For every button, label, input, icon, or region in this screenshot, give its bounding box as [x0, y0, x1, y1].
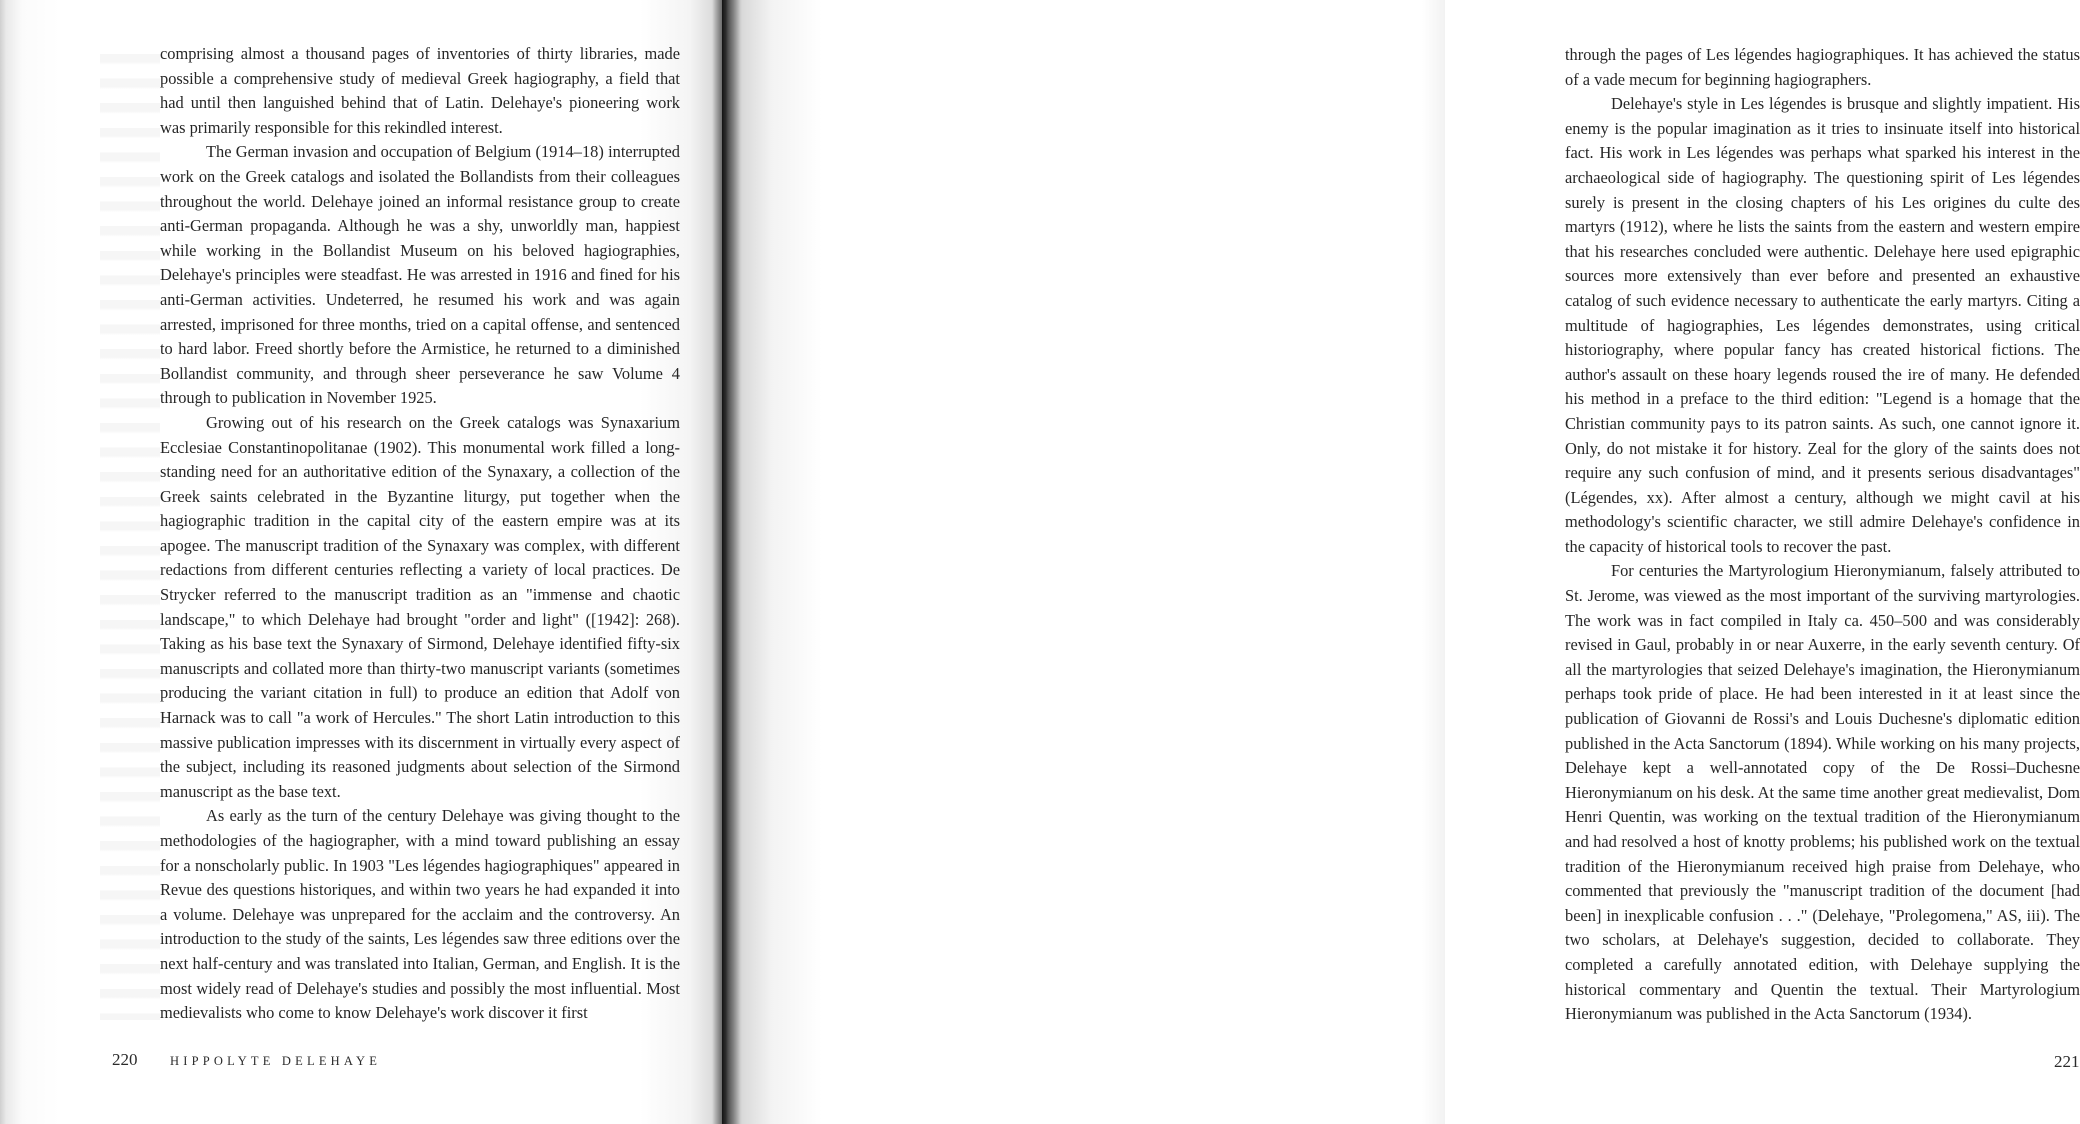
paragraph: For centuries the Martyrologium Hieronymianum, falsely attributed to St. Jerome, was viewed as the most important of the surviving martyrologies. The work was in fact compiled in Italy ca. 450–500 and was considerably revised in Gaul, probably in or near Auxerre, in the early seventh century. Of all the martyrologies that seized Delehaye's imagination, the Hieronymianum perhaps took pride of place. He had been interested in it at least since the publication of Giovanni de Rossi's and Louis Duchesne's diplomatic edition published in the Acta Sanctorum (1894). While working on his many projects, Delehaye kept a well-annotated copy of the De Rossi–Duchesne Hieronymianum on his desk. At the same time another great medievalist, Dom Henri Quentin, was working on the textual tradition of the Hieronymianum and had resolved a host of knotty problems; his published work on the textual tradition of the Hieronymianum received high praise from Delehaye, who commented that previously the "manuscript tradition of the document [had been] in inexplicable confusion . . ." (Delehaye, "Prolegomena," AS, iii). The two scholars, at Delehaye's suggestion, decided to collaborate. They completed a carefully annotated edition, with Delehaye supplying the historical commentary and Quentin the textual. Their Martyrologium Hieronymianum was published in the Acta Sanctorum (1934). [1565, 561, 2080, 1024]
left-page-body [160, 42, 680, 1026]
paragraph: The German invasion and occupation of Belgium (1914–18) interrupted work on the Greek catalogs and isolated the Bollandists from their colleagues throughout the world. Delehaye joined an informal resistance group to create anti-German propaganda. Although he was a shy, unworldly man, happiest while working in the Bollandist Museum on his beloved hagiographies, Delehaye's principles were steadfast. He was arrested in 1916 and fined for his anti-German activities. Undeterred, he resumed his work and was again arrested, imprisoned for three months, tried on a capital offense, and sentenced to hard labor. Freed shortly before the Armistice, he returned to a diminished Bollandist community, and through sheer perseverance he saw Volume 4 through to publication in November 1925. [160, 142, 680, 408]
paragraph: through the pages of Les légendes hagiographiques. It has achieved the status of a vade mecum for beginning hagiographers. [1565, 45, 2080, 89]
page-number: 221 [2054, 1052, 2080, 1071]
paragraph: comprising almost a thousand pages of inventories of thirty libraries, made possible a comprehensive study of medieval Greek hagiography, a field that had until then languished behind that of Latin. Delehaye's pioneering work was primarily responsible for this rekindled interest. [160, 44, 680, 137]
gutter-shadow [712, 0, 742, 1124]
show-through-shadow [100, 40, 160, 1020]
paragraph: Growing out of his research on the Greek catalogs was Synaxarium Ecclesiae Constantinopolitanae (1902). This monumental work filled a long-standing need for an authoritative edition of the Synaxary, a collection of the Greek saints celebrated in the Byzantine liturgy, put together when the hagiographic tradition in the capital city of the eastern empire was at its apogee. The manuscript tradition of the Synaxary was complex, with different redactions from different centuries reflecting a variety of local practices. De Strycker referred to the manuscript tradition as an "immense and chaotic landscape," to which Delehaye had brought "order and light" ([1942]: 268). Taking as his base text the Synaxary of Sirmond, Delehaye identified fifty-six manuscripts and collated more than thirty-two manuscript variants (sometimes producing the variant citation in full) to produce an edition that Adolf von Harnack was to call "a work of Hercules." The short Latin introduction to this massive publication impresses with its discernment in virtually every aspect of the subject, including its reasoned judgments about selection of the Sirmond manuscript as the base text. [160, 412, 680, 801]
left-page [0, 0, 722, 1124]
right-page-body [1565, 43, 2080, 1027]
paragraph: Delehaye's style in Les légendes is brusque and slightly impatient. His enemy is the popular imagination as it tries to insinuate itself into historical fact. His work in Les légendes was perhaps what sparked his interest in the archaeological side of hagiography. The questioning spirit of Les légendes surely is present in the closing chapters of his Les origines du culte des martyrs (1912), where he lists the saints from the eastern and western empire that his researches concluded were authentic. Delehaye here used epigraphic sources more extensively than ever before and presented an exhaustive catalog of such evidence necessary to authenticate the early martyrs. Citing a multitude of hagiographies, Les légendes demonstrates, using critical historiography, where popular fancy has created historical fictions. The author's assault on these hoary legends roused the ire of many. He defended his method in a preface to the third edition: "Legend is a homage that the Christian community pays to its patron saints. As such, one cannot ignore it. Only, do not mistake it for history. Zeal for the glory of the saints does not require any such confusion of mind, and it presents serious disadvantages" (Légendes, xx). After almost a century, although we might cavil at his methodology's scientific character, we still admire Delehaye's confidence in the capacity of historical tools to recover the past. [1565, 94, 2080, 556]
running-head: HIPPOLYTE DELEHAYE [170, 1054, 382, 1068]
page-number: 220 [112, 1050, 138, 1069]
paragraph: As early as the turn of the century Delehaye was giving thought to the methodologies of the hagiographer, with a mind toward publishing an essay for a nonscholarly public. In 1903 "Les légendes hagiographiques" appeared in Revue des questions historiques, and within two years he had expanded it into a volume. Delehaye was unprepared for the acclaim and the controversy. An introduction to the study of the saints, Les légendes saw three editions over the next half-century and was translated into Italian, German, and English. It is the most widely read of Delehaye's studies and possibly the most influential. Most medievalists who come to know Delehaye's work discover it first [160, 806, 680, 1023]
right-page [722, 0, 2080, 1124]
